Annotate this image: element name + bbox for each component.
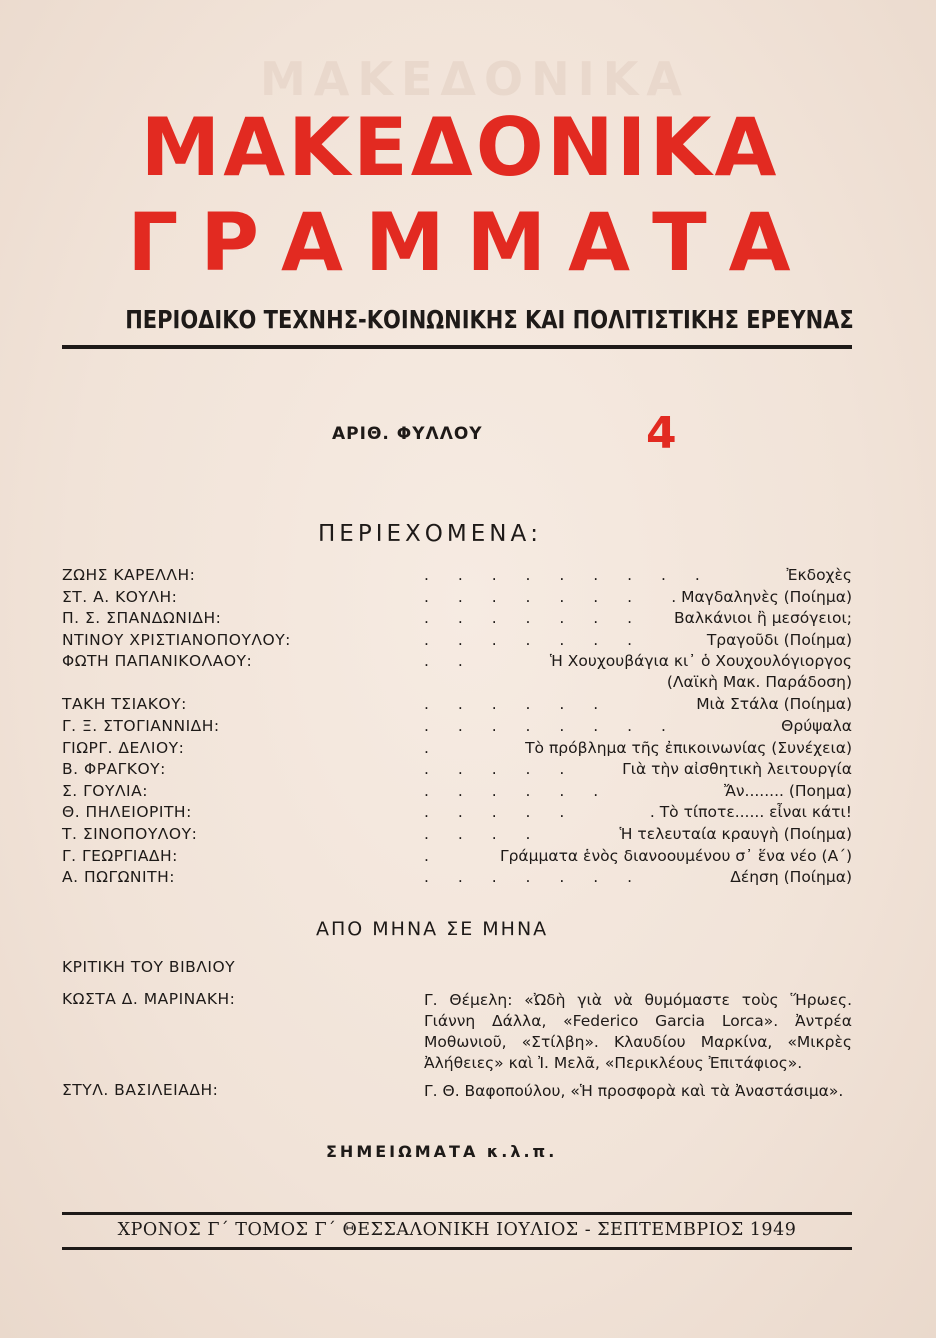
- toc-entry: [62, 739, 852, 761]
- toc-work: Θρύψαλα: [781, 716, 852, 735]
- footer-rule-bottom: [62, 1247, 852, 1250]
- toc-author: Α. ΠΩΓΩΝΙΤΗ:: [62, 868, 175, 887]
- footer-imprint: ΧΡΟΝΟΣ Γ΄ ΤΟΜΟΣ Γ΄ ΘΕΣΣΑΛΟΝΙΚΗ ΙΟΥΛΙΟΣ - ΣΕΠΤΕΜΒΡΙΟΣ 1949: [117, 1220, 797, 1240]
- toc-work: Τραγοῦδι (Ποίημα): [706, 630, 852, 649]
- toc-entry: [62, 609, 852, 631]
- month-section-heading: ΑΠΟ ΜΗΝΑ ΣΕ ΜΗΝΑ: [316, 918, 549, 940]
- toc-entry: [62, 566, 852, 588]
- issue-label: ΑΡΙΘ. ΦΥΛΛΟΥ: [332, 424, 483, 444]
- toc-entry: [62, 868, 852, 890]
- toc-work: Ἡ τελευταία κραυγὴ (Ποίημα): [619, 824, 852, 843]
- toc-author: Τ. ΣΙΝΟΠΟΥΛΟΥ:: [62, 824, 198, 843]
- toc-work-subtitle: (Λαϊκὴ Μακ. Παράδοση): [666, 673, 852, 692]
- toc-leader: .: [424, 846, 441, 865]
- toc-entry: [62, 717, 852, 739]
- review-author: ΣΤΥΛ. ΒΑΣΙΛΕΙΑΔΗ:: [62, 1081, 219, 1099]
- toc-leader: . . . . . .: [424, 781, 611, 800]
- notes-heading: ΣΗΜΕΙΩΜΑΤΑ κ.λ.π.: [326, 1142, 558, 1161]
- toc-leader: . . . . . . .: [424, 630, 645, 649]
- toc-entry: [62, 588, 852, 610]
- toc-leader: .: [424, 738, 441, 757]
- table-of-contents: [62, 566, 852, 890]
- toc-leader: . . . .: [424, 824, 543, 843]
- toc-entry: [62, 760, 852, 782]
- toc-leader: . . . . . . . .: [424, 716, 678, 735]
- toc-author: Γ. Ξ. ΣΤΟΓΙΑΝΝΙΔΗ:: [62, 716, 220, 735]
- toc-work: Ἡ Χουχουβάγια κι᾽ ὁ Χουχουλόγιοργος: [549, 652, 852, 671]
- toc-author: ΤΑΚΗ ΤΣΙΑΚΟΥ:: [62, 695, 187, 714]
- toc-work: . Τὸ τίποτε...... εἶναι κάτι!: [649, 803, 852, 822]
- book-review-heading: ΚΡΙΤΙΚΗ ΤΟΥ ΒΙΒΛΙΟΥ: [62, 958, 236, 976]
- toc-entry: [62, 652, 852, 695]
- toc-author: Γ. ΓΕΩΡΓΙΑΔΗ:: [62, 846, 178, 865]
- toc-leader: . . . . .: [424, 760, 577, 779]
- toc-author: Π. Σ. ΣΠΑΝΔΩΝΙΔΗ:: [62, 609, 222, 628]
- masthead-title-line2: ΓΡΑΜΜΑΤΑ: [127, 196, 813, 289]
- toc-author: Σ. ΓΟΥΛΙΑ:: [62, 781, 148, 800]
- toc-work: Βαλκάνιοι ἢ μεσόγειοι;: [674, 609, 852, 628]
- toc-leader: . . . . .: [424, 803, 577, 822]
- toc-entry: [62, 782, 852, 804]
- toc-leader: . . . . . . .: [424, 868, 645, 887]
- toc-leader: . . . . . . .: [424, 609, 645, 628]
- toc-author: ΓΙΩΡΓ. ΔΕΛΙΟΥ:: [62, 738, 185, 757]
- review-author: ΚΩΣΤΑ Δ. ΜΑΡΙΝΑΚΗ:: [62, 990, 236, 1008]
- masthead-subtitle: ΠΕΡΙΟΔΙΚΟ ΤΕΧΝΗΣ-ΚΟΙΝΩΝΙΚΗΣ ΚΑΙ ΠΟΛΙΤΙΣΤΙΚΗΣ ΕΡΕΥΝΑΣ: [125, 305, 854, 334]
- toc-work: Γιὰ τὴν αἰσθητικὴ λειτουργία: [622, 760, 852, 779]
- toc-entry: [62, 695, 852, 717]
- toc-work: Τὸ πρόβλημα τῆς ἐπικοινωνίας (Συνέχεια): [525, 738, 852, 757]
- review-text: Γ. Θ. Βαφοπούλου, «Ἡ προσφορὰ καὶ τὰ Ἀναστάσιμα».: [424, 1082, 844, 1100]
- toc-author: Θ. ΠΗΛΕΙΟΡΙΤΗ:: [62, 803, 192, 822]
- toc-leader: . . . . . . . . .: [424, 566, 712, 584]
- contents-heading: ΠΕΡΙΕΧΟΜΕΝΑ:: [318, 521, 542, 547]
- issue-number: 4: [646, 408, 677, 459]
- toc-work: Μιὰ Στάλα (Ποίημα): [696, 695, 852, 714]
- toc-author: ΖΩΗΣ ΚΑΡΕΛΛΗ:: [62, 566, 196, 584]
- bleed-through-title: ΜΑΚΕΔΟΝΙΚΑ: [259, 52, 690, 106]
- toc-entry: [62, 847, 852, 869]
- toc-author: ΝΤΙΝΟΥ ΧΡΙΣΤΙΑΝΟΠΟΥΛΟΥ:: [62, 630, 291, 649]
- toc-author: ΦΩΤΗ ΠΑΠΑΝΙΚΟΛΑΟΥ:: [62, 652, 253, 671]
- subtitle-rule: [62, 345, 852, 349]
- toc-work: Γράμματα ἑνὸς διανοουμένου σ᾽ ἕνα νέο (Α΄): [499, 846, 852, 865]
- toc-author: Β. ΦΡΑΓΚΟΥ:: [62, 760, 166, 779]
- toc-entry: [62, 825, 852, 847]
- toc-leader: . . . . . . .: [424, 587, 645, 606]
- toc-entry: [62, 803, 852, 825]
- toc-leader: . . . . . .: [424, 695, 611, 714]
- toc-work: . Μαγδαληνὲς (Ποίημα): [671, 587, 852, 606]
- toc-work: Δέηση (Ποίημα): [730, 868, 852, 887]
- review-text: Γ. Θέμελη: «Ὠδὴ γιὰ νὰ θυμόμαστε τοὺς Ἥρωες. Γιάννη Δάλλα, «Federico Garcia Lorca». Ἀντρέα Μοθωνιοῦ, «Στίλβη». Κλαυδίου Μαρκίνα, «Μικρὲς Ἀλήθειες» καὶ Ἰ. Μελᾶ, «Περικλέους Ἐπιτάφιος».: [424, 991, 852, 1072]
- toc-entry: [62, 631, 852, 653]
- masthead-title-line1: ΜΑΚΕΔΟΝΙΚΑ: [140, 101, 780, 194]
- footer-rule-top: [62, 1212, 852, 1215]
- toc-author: ΣΤ. Α. ΚΟΥΛΗ:: [62, 587, 178, 606]
- toc-work: Ἐκδοχὲς: [786, 566, 852, 584]
- toc-work: Ἄν........ (Ποημα): [723, 781, 852, 800]
- toc-leader: . .: [424, 652, 475, 671]
